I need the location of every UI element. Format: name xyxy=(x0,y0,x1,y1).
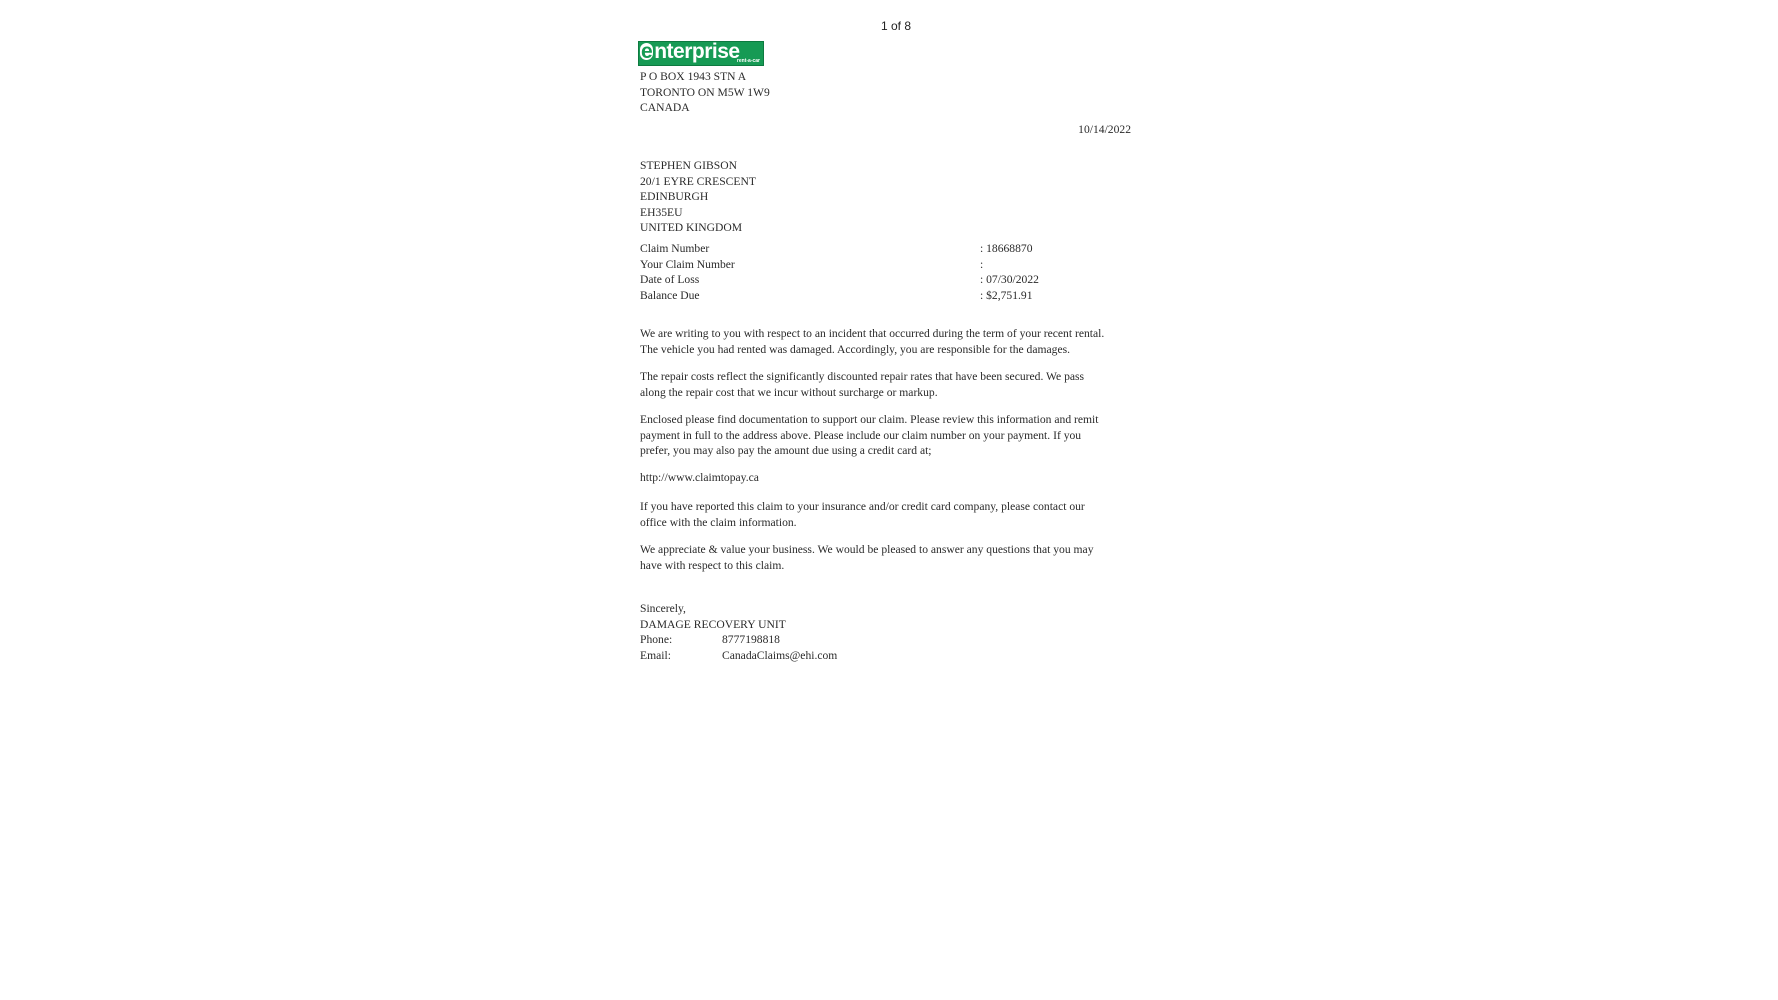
paragraph-repair-costs xyxy=(640,369,1140,400)
paragraph-incident xyxy=(640,326,1140,357)
logo-tagline: rent-a-car xyxy=(736,58,760,64)
paragraph-insurance xyxy=(640,499,1140,530)
paragraph-line: The vehicle you had rented was damaged. Accordingly, you are responsible for the damages. xyxy=(640,342,1070,356)
paragraph-line: payment in full to the address above. Please include our claim number on your payment. If you xyxy=(640,428,1082,442)
recipient-address xyxy=(640,158,756,236)
recipient-address-line: UNITED KINGDOM xyxy=(640,221,743,235)
logo-wordmark xyxy=(640,39,740,64)
paragraph-line: prefer, you may also pay the amount due using a credit card at; xyxy=(640,444,932,458)
detail-label: Balance Due xyxy=(640,288,700,302)
detail-value: : xyxy=(980,257,984,271)
phone-value: 8777198818 xyxy=(722,633,780,647)
paragraph-line: office with the claim information. xyxy=(640,515,797,529)
payment-url[interactable] xyxy=(640,470,1140,486)
balance-due-row xyxy=(640,288,1140,304)
email-label: Email: xyxy=(640,648,671,662)
paragraph-appreciation xyxy=(640,542,1140,573)
detail-value: : 18668870 xyxy=(980,242,1033,255)
enterprise-logo-icon xyxy=(638,41,764,66)
claim-details xyxy=(640,241,1140,303)
contact-email-row xyxy=(640,648,1140,664)
recipient-address-line: EDINBURGH xyxy=(640,190,709,204)
paragraph-line: We are writing to you with respect to an incident that occurred during the term of your recent rental. xyxy=(640,327,1105,340)
payment-url-text[interactable]: http://www.claimtopay.ca xyxy=(640,471,759,484)
sender-address-line: TORONTO ON M5W 1W9 xyxy=(640,85,770,99)
contact-phone-row xyxy=(640,632,1140,648)
closing-unit: DAMAGE RECOVERY UNIT xyxy=(640,617,786,631)
recipient-address-line: EH35EU xyxy=(640,205,683,219)
paragraph-line: We appreciate & value your business. We would be pleased to answer any questions that you may xyxy=(640,543,1094,556)
detail-label: Date of Loss xyxy=(640,273,700,287)
recipient-address-line: 20/1 EYRE CRESCENT xyxy=(640,174,756,188)
your-claim-number-row xyxy=(640,257,1140,273)
paragraph-line: If you have reported this claim to your insurance and/or credit card company, please contact our xyxy=(640,500,1085,513)
paragraph-line: Enclosed please find documentation to support our claim. Please review this information and remit xyxy=(640,413,1099,426)
logo-word-rest: nterprise xyxy=(654,40,740,63)
claim-number-row xyxy=(640,241,1140,257)
sender-address-line: CANADA xyxy=(640,101,690,115)
detail-value: : 07/30/2022 xyxy=(980,273,1039,287)
paragraph-documentation xyxy=(640,412,1140,459)
sender-address xyxy=(640,69,770,116)
date-of-loss-row xyxy=(640,272,1140,288)
phone-label: Phone: xyxy=(640,633,673,647)
email-value[interactable]: CanadaClaims@ehi.com xyxy=(722,648,838,662)
letter-date: 10/14/2022 xyxy=(1078,123,1131,136)
detail-value: : $2,751.91 xyxy=(980,288,1033,302)
sender-address-line: P O BOX 1943 STN A xyxy=(640,70,747,83)
logo-letter-e: e xyxy=(641,40,653,63)
page-indicator: 1 of 8 xyxy=(880,19,912,33)
closing-salutation: Sincerely, xyxy=(640,602,686,615)
paragraph-line: along the repair cost that we incur without surcharge or markup. xyxy=(640,385,938,399)
paragraph-line: The repair costs reflect the significantly discounted repair rates that have been secured. We pass xyxy=(640,370,1085,383)
detail-label: Your Claim Number xyxy=(640,257,735,271)
letter-closing xyxy=(640,601,1140,663)
recipient-name: STEPHEN GIBSON xyxy=(640,159,737,172)
detail-label: Claim Number xyxy=(640,242,710,255)
paragraph-line: have with respect to this claim. xyxy=(640,558,785,572)
